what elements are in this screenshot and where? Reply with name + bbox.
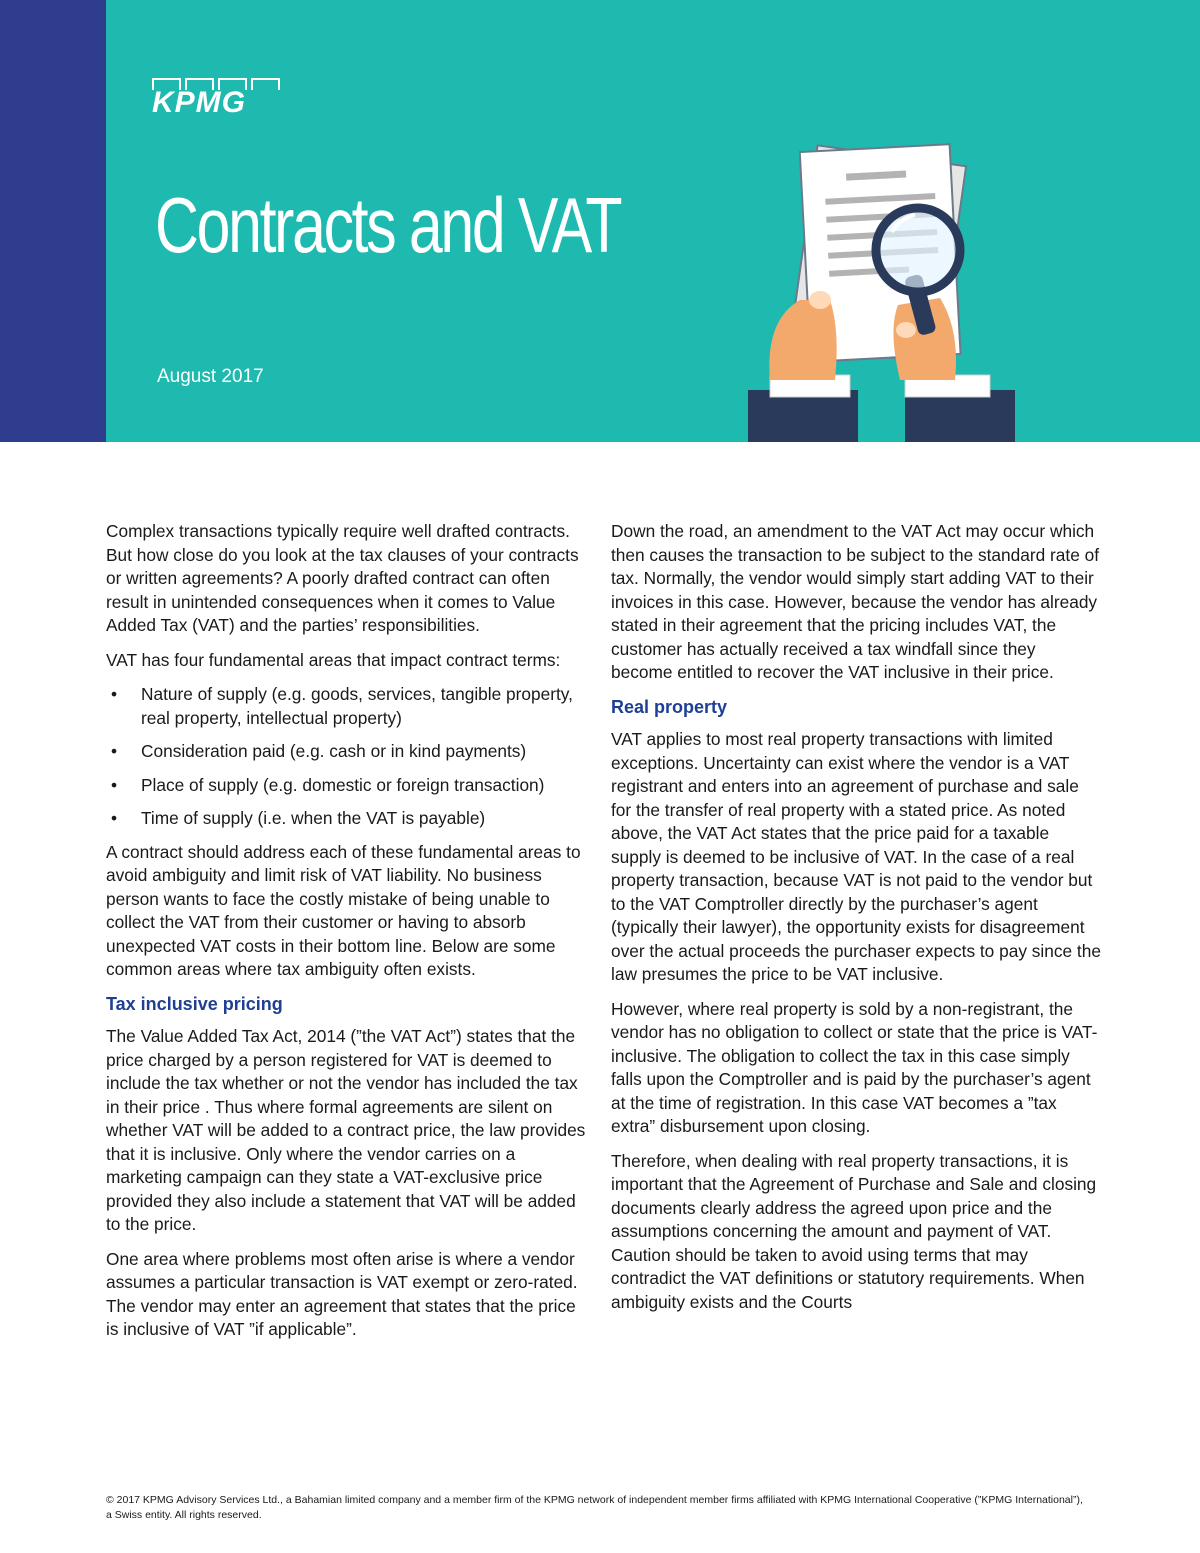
list-item-text: Place of supply (e.g. domestic or foreign transaction) <box>141 774 545 795</box>
header-side-stripe <box>0 0 106 442</box>
bullet-icon: • <box>111 684 118 704</box>
intro-paragraph-3: A contract should address each of these fundamental areas to avoid ambiguity and limit risk of VAT liability. No business person wants to face the costly mistake of being unable to collect the VAT from their customer or having to absorb unexpected VAT costs in their bottom line. Below are some common areas where tax ambiguity often exists. <box>106 841 581 979</box>
list-item-text: Time of supply (i.e. when the VAT is payable) <box>141 808 486 828</box>
real-property-paragraph-3: Therefore, when dealing with real property transactions, it is important that the Agreement of Purchase and Sale and closing documents clearly address the agreed upon price and the assumptions concerning the amount and payment of VAT. Caution should be taken to avoid using terms that may contradict the VAT definitions or statutory requirements. When ambiguity exists and the Courts <box>611 1150 1097 1312</box>
header-banner <box>0 0 1200 442</box>
list-item <box>106 740 592 764</box>
publication-date: August 2017 <box>157 366 264 387</box>
fundamentals-list <box>106 683 592 831</box>
bullet-icon: • <box>111 774 118 795</box>
copyright-footer: © 2017 KPMG Advisory Services Ltd., a Bahamian limited company and a member firm of the KPMG network of independent member firms affiliated with KPMG International Cooperative (”KPMG International”), a Swiss entity. All rights reserved. <box>106 1494 1083 1521</box>
section-heading-tax-inclusive: Tax inclusive pricing <box>106 993 283 1014</box>
page-title: Contracts and VAT <box>155 181 621 269</box>
document-magnifier-icon <box>730 130 1200 442</box>
bullet-icon: • <box>111 741 118 761</box>
list-item-text: Consideration paid (e.g. cash or in kind payments) <box>141 741 527 761</box>
intro-paragraph-2: VAT has four fundamental areas that impact contract terms: <box>106 649 561 670</box>
tax-inclusive-paragraph-1: The Value Added Tax Act, 2014 (”the VAT Act”) states that the price charged by a person registered for VAT is deemed to include the tax whether or not the vendor has included the tax in their price . Thus where formal agreements are silent on whether VAT will be added to a contract price, the law provides that it is inclusive. Only where the vendor carries on a marketing campaign can they state a VAT-exclusive price provided they also include a statement that VAT will be added to the price. <box>106 1026 586 1234</box>
bullet-icon: • <box>111 808 118 828</box>
list-item <box>106 774 592 798</box>
intro-paragraph-1: Complex transactions typically require well drafted contracts. But how close do you look at the tax clauses of your contracts or written agreements? A poorly drafted contract can often result in unintended consequences when it comes to Value Added Tax (VAT) and the parties’ responsibilities. <box>106 521 579 635</box>
section-heading-real-property: Real property <box>611 696 728 717</box>
left-column <box>106 520 592 1353</box>
list-item <box>106 807 592 831</box>
kpmg-logo <box>152 78 280 118</box>
real-property-paragraph-2: However, where real property is sold by a non-registrant, the vendor has no obligation to collect or state that the price is VAT-inclusive. The obligation to collect the tax in this case simply falls upon the Comptroller and is paid by the purchaser’s agent at the time of registration. In this case VAT becomes a ”tax extra” disbursement upon closing. <box>611 998 1098 1136</box>
real-property-paragraph-1: VAT applies to most real property transactions with limited exceptions. Uncertainty can exist where the vendor is a VAT registrant and enters into an agreement of purchase and sale for the transfer of real property with a stated price. As noted above, the VAT Act states that the price paid for a taxable supply is deemed to be inclusive of VAT. In the case of a real property transaction, because VAT is not paid to the vendor but to the VAT Comptroller directly by the purchaser’s agent (typically their lawyer), the opportunity exists for disagreement over the actual proceeds the purchaser expects to pay since the law presumes the price to be VAT inclusive. <box>611 729 1101 984</box>
list-item-text: Nature of supply (e.g. goods, services, tangible property, real property, intellectual property) <box>141 684 573 728</box>
tax-inclusive-paragraph-3: Down the road, an amendment to the VAT Act may occur which then causes the transaction to be subject to the standard rate of tax. Normally, the vendor would simply start adding VAT to their invoices in this case. However, because the vendor has already stated in their agreement that the pricing includes VAT, the customer has actually received a tax windfall since they become entitled to recover the VAT inclusive in their price. <box>611 521 1100 682</box>
logo-text: KPMG <box>152 86 246 119</box>
right-column <box>611 520 1101 1325</box>
list-item <box>106 683 592 730</box>
tax-inclusive-paragraph-2: One area where problems most often arise is where a vendor assumes a particular transaction is VAT exempt or zero-rated. The vendor may enter an agreement that states that the price is inclusive of VAT ”if applicable”. <box>106 1248 578 1339</box>
